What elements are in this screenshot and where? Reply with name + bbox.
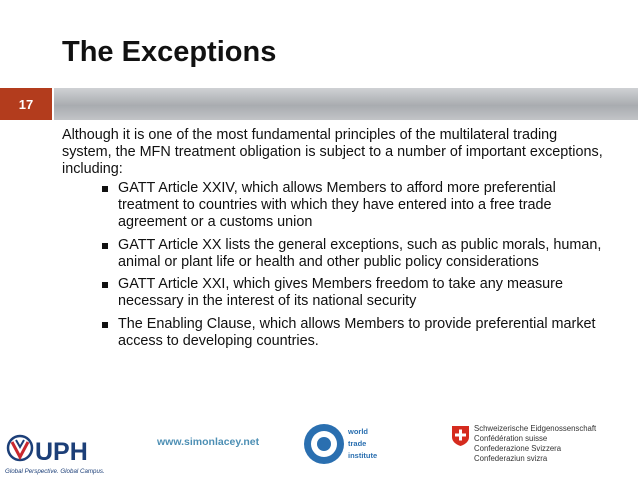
list-item: [102, 237, 610, 271]
wti-name-line3: institute: [348, 451, 378, 460]
uph-tagline: Global Perspective. Global Campus.: [5, 468, 105, 475]
exceptions-list: [62, 180, 610, 349]
swiss-confederation-logo: [452, 424, 636, 474]
wti-name-line1: world: [348, 427, 368, 436]
list-item-text: GATT Article XXI, which gives Members freedom to take any measure necessary in the interest of its national security: [118, 276, 563, 310]
list-item-text: The Enabling Clause, which allows Members to provide preferential market access to developing countries.: [118, 315, 596, 349]
square-bullet-icon: [102, 186, 108, 192]
list-item-text: GATT Article XX lists the general exceptions, such as public morals, human, animal or plant life or health and other public policy considerations: [118, 236, 602, 270]
square-bullet-icon: [102, 282, 108, 288]
square-bullet-icon: [102, 243, 108, 249]
list-item: [102, 180, 610, 230]
footer-url: www.simonlacey.net: [157, 436, 260, 448]
square-bullet-icon: [102, 322, 108, 328]
wti-logo: [302, 421, 402, 471]
swiss-line-de: Schweizerische Eidgenossenschaft: [474, 424, 597, 433]
swiss-line-it: Confederazione Svizzera: [474, 444, 562, 453]
swiss-text: [474, 424, 596, 464]
intro-paragraph: Although it is one of the most fundamental principles of the multilateral trading system, the MFN treatment obligation is subject to a number of important exceptions, including:: [62, 127, 603, 177]
swiss-line-fr: Confédération suisse: [474, 434, 548, 443]
wti-name-line2: trade: [348, 439, 367, 448]
uph-logo: [3, 430, 118, 476]
list-item: [102, 316, 610, 350]
list-item-text: GATT Article XXIV, which allows Members to afford more preferential treatment to countries with which they have entered into a free trade agreement or a customs union: [118, 180, 556, 230]
uph-wordmark: UPH: [35, 438, 88, 466]
slide-body: [62, 127, 610, 356]
swiss-line-rm: Confederaziun svizra: [474, 454, 548, 463]
slide-number: 17: [0, 88, 54, 120]
swiss-shield-icon: [452, 426, 469, 446]
slide-number-bar: [0, 88, 638, 120]
list-item: [102, 276, 610, 310]
slide-title: The Exceptions: [62, 36, 277, 68]
